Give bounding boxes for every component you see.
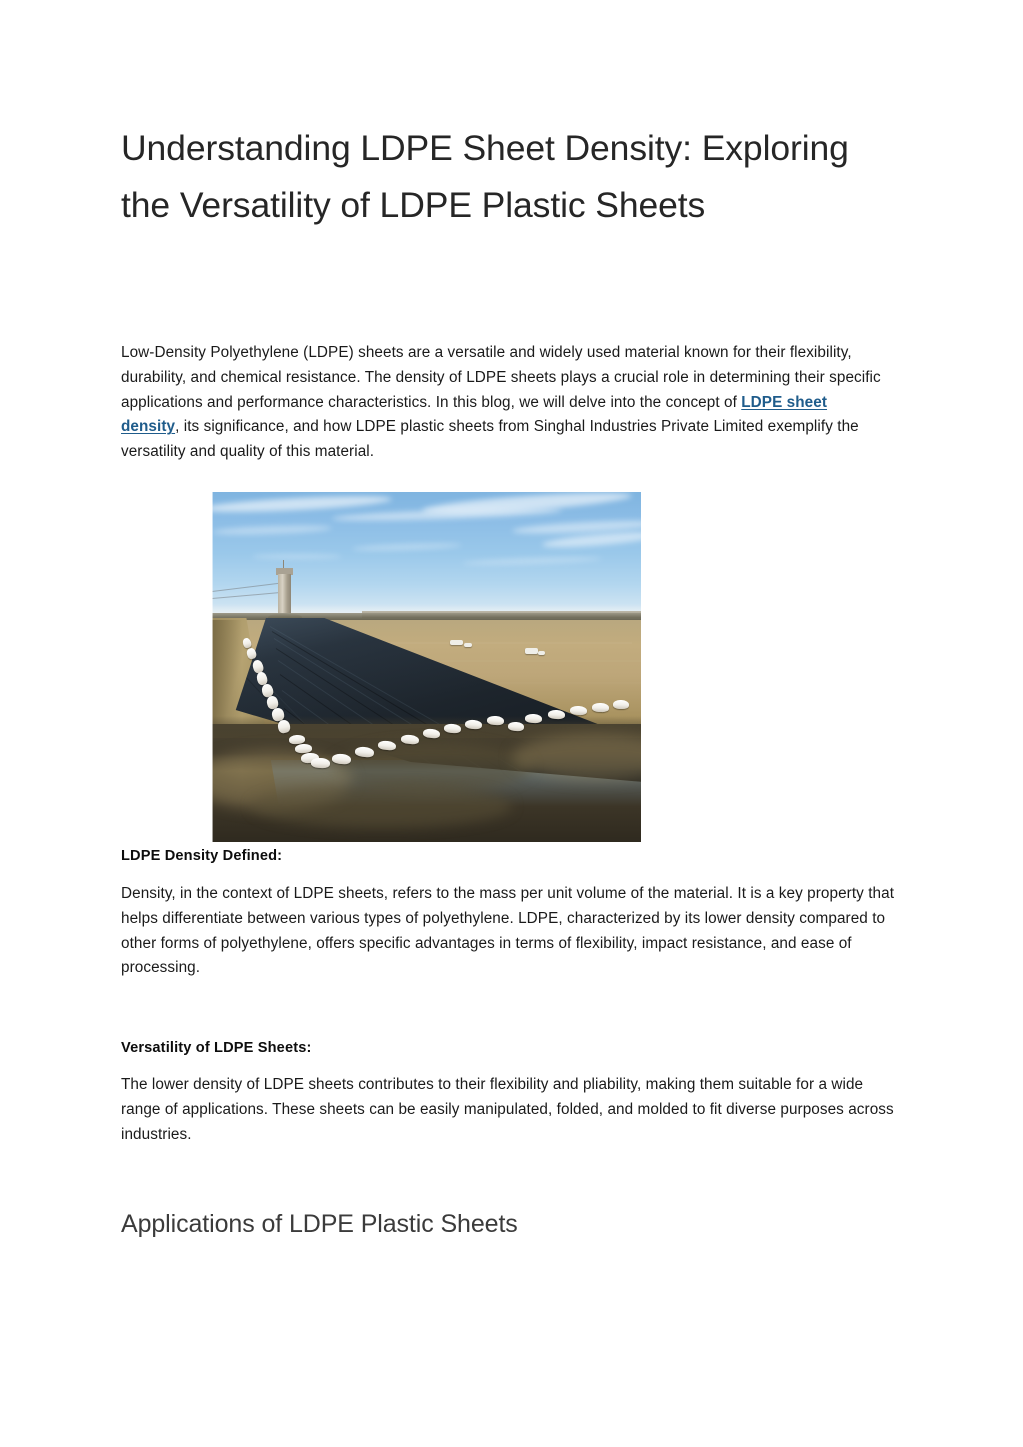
soil-highlight: [512, 734, 644, 780]
distant-vehicle: [450, 640, 463, 645]
sandbag: [548, 710, 565, 720]
sandbag: [525, 714, 542, 724]
heading-applications-of-ldpe-plastic-sheets: Applications of LDPE Plastic Sheets: [121, 1210, 518, 1238]
paragraph-versatility-of-ldpe-sheets: The lower density of LDPE sheets contributes to their flexibility and pliability, making them suitable for a wide range of applications. These sheets can be easily manipulated, folded, and molded to fit diverse purposes across industries.: [121, 1076, 894, 1143]
ldpe-liner-photo: [212, 492, 644, 842]
sandbag: [613, 700, 629, 710]
heading-versatility-of-ldpe-sheets: Versatility of LDPE Sheets:: [121, 1040, 312, 1056]
sandbag: [592, 703, 609, 713]
intro-paragraph: [121, 341, 889, 465]
intro-text-before-link: Low-Density Polyethylene (LDPE) sheets are a versatile and widely used material known for their flexibility, durability, and chemical resistance. The density of LDPE sheets plays a crucial role in determining their specific applications and performance characteristics. In this blog, we will delve into the concept of: [121, 344, 881, 411]
paragraph-ldpe-density-defined: Density, in the context of LDPE sheets, refers to the mass per unit volume of the material. It is a key property that helps differentiate between various types of polyethylene. LDPE, characterized by its lower density compared to other forms of polyethylene, offers specific advantages in terms of flexibility, impact resistance, and ease of processing.: [121, 885, 895, 977]
photo-left-edge: [212, 492, 213, 842]
intro-text-after-link: , its significance, and how LDPE plastic sheets from Singhal Industries Private Limited exemplify the versatility and quality of this material.: [121, 418, 859, 461]
sandbag: [508, 721, 525, 731]
concrete-tower: [278, 574, 291, 618]
distant-vehicle: [525, 648, 538, 654]
sandbag: [444, 723, 462, 733]
sandbag: [487, 715, 505, 725]
sandbag: [465, 719, 483, 729]
distant-vehicle: [538, 651, 545, 655]
page-title: Understanding LDPE Sheet Density: Exploring the Versatility of LDPE Plastic Sheets: [121, 128, 849, 225]
photo-right-edge: [641, 492, 644, 842]
photo-canvas: [212, 492, 644, 842]
sandbag: [570, 706, 587, 716]
distant-vehicle: [464, 643, 472, 647]
heading-ldpe-density-defined: LDPE Density Defined:: [121, 848, 283, 864]
ldpe-sheet-density-link[interactable]: LDPE sheet density: [121, 393, 828, 436]
soil-patch: [252, 784, 512, 828]
sandbag: [311, 758, 330, 769]
cloud: [252, 554, 342, 559]
foreground-soil: [212, 724, 644, 842]
